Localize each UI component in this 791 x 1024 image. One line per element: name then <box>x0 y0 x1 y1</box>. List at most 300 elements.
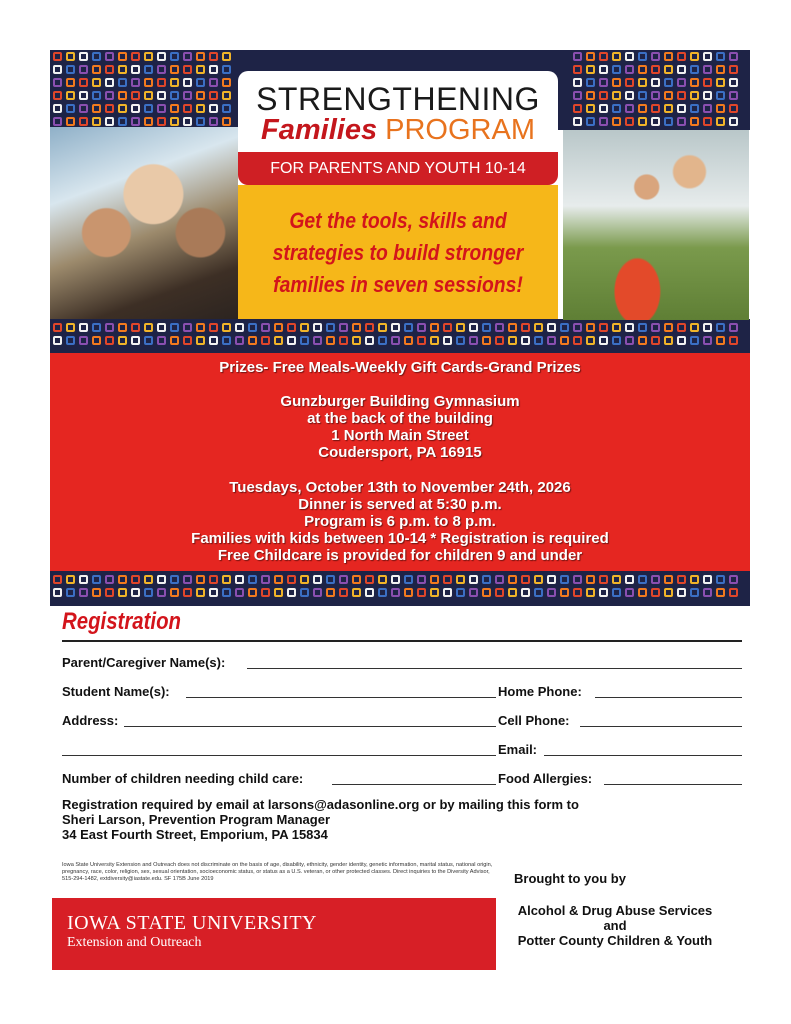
address-field[interactable] <box>124 726 496 727</box>
pattern-square <box>248 575 257 584</box>
pattern-square <box>170 91 179 100</box>
pattern-square <box>53 91 62 100</box>
pattern-square <box>209 575 218 584</box>
registration-heading: Registration <box>62 608 182 635</box>
pattern-square <box>144 65 153 74</box>
pattern-square <box>209 91 218 100</box>
pattern-square <box>79 323 88 332</box>
pattern-square <box>378 323 387 332</box>
pattern-square <box>703 78 712 87</box>
pattern-square <box>222 78 231 87</box>
pattern-square <box>92 336 101 345</box>
pattern-square <box>430 323 439 332</box>
pattern-square <box>677 575 686 584</box>
pattern-square <box>196 91 205 100</box>
pattern-square <box>391 575 400 584</box>
pattern-square <box>157 588 166 597</box>
pattern-square <box>469 336 478 345</box>
pattern-square <box>300 588 309 597</box>
pattern-square <box>651 52 660 61</box>
pattern-square <box>664 65 673 74</box>
family-photo <box>50 127 238 319</box>
pattern-square <box>521 323 530 332</box>
tagline-line: families in seven sessions! <box>273 272 523 297</box>
pattern-square <box>352 588 361 597</box>
pattern-square <box>625 117 634 126</box>
pattern-square <box>729 78 738 87</box>
pattern-square <box>495 336 504 345</box>
pattern-square <box>573 336 582 345</box>
pattern-square <box>664 323 673 332</box>
pattern-square <box>495 575 504 584</box>
pattern-square <box>664 117 673 126</box>
pattern-square <box>183 65 192 74</box>
pattern-square <box>638 117 647 126</box>
pattern-square <box>677 65 686 74</box>
pattern-square <box>495 588 504 597</box>
pattern-square <box>612 52 621 61</box>
pattern-square <box>157 336 166 345</box>
pattern-square <box>391 588 400 597</box>
pattern-square <box>222 336 231 345</box>
pattern-square <box>131 575 140 584</box>
pattern-square <box>209 117 218 126</box>
pattern-square <box>508 575 517 584</box>
pattern-square <box>157 104 166 113</box>
pattern-square <box>664 336 673 345</box>
pattern-square <box>625 336 634 345</box>
pattern-square <box>703 104 712 113</box>
pattern-square <box>170 336 179 345</box>
pattern-square <box>521 588 530 597</box>
food-allergies-field[interactable] <box>604 784 742 785</box>
pattern-square <box>144 336 153 345</box>
pattern-square <box>339 588 348 597</box>
childcare-count-label: Number of children needing child care: <box>62 771 304 786</box>
pattern-square <box>469 575 478 584</box>
pattern-square <box>417 336 426 345</box>
pattern-square <box>469 323 478 332</box>
pattern-square <box>222 575 231 584</box>
pattern-square <box>131 52 140 61</box>
pattern-square <box>352 336 361 345</box>
pattern-square <box>547 336 556 345</box>
pattern-square <box>118 104 127 113</box>
pattern-square <box>690 52 699 61</box>
pattern-square <box>495 323 504 332</box>
pattern-square <box>66 323 75 332</box>
pattern-square <box>391 336 400 345</box>
pattern-square <box>638 104 647 113</box>
pattern-square <box>482 336 491 345</box>
pattern-square <box>651 78 660 87</box>
food-allergies-label: Food Allergies: <box>498 771 593 786</box>
pattern-square <box>53 65 62 74</box>
nondiscrimination-statement: Iowa State University Extension and Outreach does not discriminate on the basis of age, disability, ethnicity, gender identity, genetic information, marital status, national origin, pregnancy, race, color, religion, sex, sexual orientation, socioeconomic status, or status as a U.S. veteran, or other protected classes. Direct inquiries to the Diversity Advisor, 515-294-1482, extdiversity@iastate.edu. SF 175B June 2019 <box>62 862 493 882</box>
pattern-square <box>118 323 127 332</box>
pattern-square <box>599 78 608 87</box>
pattern-square <box>196 52 205 61</box>
pattern-square <box>599 52 608 61</box>
pattern-square <box>391 323 400 332</box>
pattern-square <box>261 575 270 584</box>
pattern-square <box>170 588 179 597</box>
pattern-square <box>183 78 192 87</box>
lawnmower-photo <box>563 130 749 320</box>
pattern-square <box>716 323 725 332</box>
pattern-square <box>287 323 296 332</box>
pattern-square <box>573 78 582 87</box>
pattern-square <box>196 575 205 584</box>
pattern-square <box>196 323 205 332</box>
pattern-square <box>170 323 179 332</box>
pattern-square <box>456 336 465 345</box>
home-phone-field[interactable] <box>595 697 742 698</box>
pattern-square <box>651 323 660 332</box>
pattern-square <box>703 588 712 597</box>
pattern-square <box>365 588 374 597</box>
pattern-square <box>638 78 647 87</box>
pattern-square <box>690 65 699 74</box>
pattern-square <box>365 575 374 584</box>
pattern-square <box>105 588 114 597</box>
pattern-square <box>53 117 62 126</box>
pattern-square <box>92 91 101 100</box>
eligibility-text: Families with kids between 10-14 * Registration is required <box>191 530 609 547</box>
pattern-square <box>222 323 231 332</box>
student-name-field[interactable] <box>186 697 496 698</box>
cell-phone-field[interactable] <box>580 726 742 727</box>
pattern-square <box>92 323 101 332</box>
pattern-square <box>313 575 322 584</box>
email-field[interactable] <box>544 755 742 756</box>
pattern-square <box>677 588 686 597</box>
pattern-square <box>79 588 88 597</box>
pattern-square <box>105 78 114 87</box>
instructions-text: Registration required by email at larsons@adasonline.org or by mailing this form to <box>62 797 579 812</box>
pattern-square <box>118 52 127 61</box>
pattern-square <box>456 588 465 597</box>
pattern-square <box>313 323 322 332</box>
pattern-square <box>573 91 582 100</box>
pattern-square <box>703 336 712 345</box>
pattern-square <box>105 323 114 332</box>
pattern-square <box>92 78 101 87</box>
pattern-square <box>690 91 699 100</box>
pattern-square <box>443 336 452 345</box>
pattern-square <box>53 336 62 345</box>
pattern-square <box>92 117 101 126</box>
pattern-square <box>118 588 127 597</box>
pattern-square <box>170 575 179 584</box>
pattern-square <box>170 52 179 61</box>
pattern-square <box>326 575 335 584</box>
pattern-square <box>677 104 686 113</box>
pattern-square <box>66 91 75 100</box>
pattern-square <box>729 588 738 597</box>
pattern-square <box>79 336 88 345</box>
pattern-square <box>105 52 114 61</box>
pattern-square <box>729 575 738 584</box>
pattern-square <box>690 575 699 584</box>
pattern-square <box>534 323 543 332</box>
pattern-square <box>586 117 595 126</box>
pattern-square <box>144 588 153 597</box>
pattern-square <box>534 588 543 597</box>
pattern-square <box>66 78 75 87</box>
pattern-square <box>690 117 699 126</box>
pattern-square <box>170 65 179 74</box>
pattern-square <box>157 91 166 100</box>
pattern-square <box>586 588 595 597</box>
pattern-square <box>547 588 556 597</box>
pattern-square <box>573 575 582 584</box>
pattern-square <box>222 117 231 126</box>
pattern-square <box>53 575 62 584</box>
pattern-square <box>625 65 634 74</box>
pattern-square <box>521 575 530 584</box>
pattern-square <box>677 52 686 61</box>
pattern-square <box>53 104 62 113</box>
pattern-square <box>209 323 218 332</box>
pattern-square <box>703 323 712 332</box>
pattern-square <box>586 91 595 100</box>
pattern-square <box>144 52 153 61</box>
pattern-square <box>209 104 218 113</box>
pattern-square <box>690 336 699 345</box>
pattern-square <box>716 104 725 113</box>
pattern-square <box>274 575 283 584</box>
pattern-square <box>664 91 673 100</box>
pattern-square <box>66 575 75 584</box>
pattern-square <box>404 588 413 597</box>
parent-name-field[interactable] <box>247 668 742 669</box>
venue-note: at the back of the building <box>307 410 493 427</box>
pattern-square <box>352 323 361 332</box>
pattern-square <box>287 588 296 597</box>
pattern-square <box>677 117 686 126</box>
pattern-square <box>560 336 569 345</box>
pattern-square <box>703 117 712 126</box>
subtitle: FOR PARENTS AND YOUTH 10-14 <box>270 160 526 177</box>
pattern-square <box>443 323 452 332</box>
pattern-square <box>586 575 595 584</box>
pattern-square <box>183 52 192 61</box>
pattern-square <box>144 78 153 87</box>
pattern-square <box>716 575 725 584</box>
pattern-square <box>573 52 582 61</box>
tagline <box>257 205 539 301</box>
pattern-square <box>729 91 738 100</box>
pattern-square <box>599 104 608 113</box>
pattern-square <box>365 336 374 345</box>
pattern-square <box>248 323 257 332</box>
pattern-square <box>131 336 140 345</box>
pattern-square <box>79 117 88 126</box>
pattern-square <box>209 588 218 597</box>
pattern-square <box>729 117 738 126</box>
student-name-label: Student Name(s): <box>62 684 170 699</box>
pattern-square <box>222 588 231 597</box>
pattern-square <box>716 588 725 597</box>
pattern-square <box>209 65 218 74</box>
pattern-square <box>547 575 556 584</box>
pattern-square <box>105 104 114 113</box>
pattern-square <box>183 117 192 126</box>
pattern-square <box>183 336 192 345</box>
pattern-square <box>92 575 101 584</box>
pattern-square <box>157 52 166 61</box>
pattern-square <box>443 575 452 584</box>
pattern-square <box>638 323 647 332</box>
pattern-square <box>417 575 426 584</box>
pattern-square <box>131 65 140 74</box>
pattern-square <box>690 78 699 87</box>
pattern-square <box>92 588 101 597</box>
registration-instructions <box>62 797 579 842</box>
pattern-square <box>131 91 140 100</box>
pattern-square <box>118 575 127 584</box>
pattern-square <box>300 323 309 332</box>
childcare-count-field[interactable] <box>332 784 496 785</box>
subtitle-band <box>238 152 558 185</box>
pattern-square <box>157 575 166 584</box>
pattern-square <box>573 117 582 126</box>
pattern-square <box>339 336 348 345</box>
pattern-square <box>612 575 621 584</box>
pattern-square <box>508 588 517 597</box>
pattern-square <box>326 336 335 345</box>
contact-address: 34 East Fourth Street, Emporium, PA 15834 <box>62 827 328 842</box>
venue-street: 1 North Main Street <box>331 427 469 444</box>
pattern-square <box>599 575 608 584</box>
pattern-square <box>157 65 166 74</box>
pattern-square <box>105 575 114 584</box>
pattern-square <box>573 323 582 332</box>
pattern-square <box>144 117 153 126</box>
home-phone-label: Home Phone: <box>498 684 582 699</box>
registration-divider <box>62 640 742 642</box>
pattern-square <box>118 78 127 87</box>
pattern-square <box>209 52 218 61</box>
pattern-square <box>53 588 62 597</box>
pattern-square <box>612 588 621 597</box>
pattern-square <box>170 104 179 113</box>
pattern-square <box>118 65 127 74</box>
pattern-square <box>157 78 166 87</box>
pattern-square <box>573 104 582 113</box>
pattern-square <box>144 104 153 113</box>
pattern-square <box>729 336 738 345</box>
pattern-square <box>300 336 309 345</box>
contact-name: Sheri Larson, Prevention Program Manager <box>62 812 331 827</box>
pattern-square <box>716 65 725 74</box>
pattern-square <box>638 52 647 61</box>
pattern-square <box>274 323 283 332</box>
pattern-square <box>638 575 647 584</box>
pattern-square <box>209 78 218 87</box>
dinner-time: Dinner is served at 5:30 p.m. <box>298 496 502 513</box>
pattern-square <box>79 104 88 113</box>
pattern-square <box>586 52 595 61</box>
pattern-square <box>716 52 725 61</box>
pattern-square <box>183 575 192 584</box>
pattern-square <box>404 323 413 332</box>
tagline-line: Get the tools, skills and <box>289 208 507 233</box>
pattern-square <box>66 336 75 345</box>
pattern-square <box>417 323 426 332</box>
isu-extension: Extension and Outreach <box>67 935 202 950</box>
pattern-square <box>599 588 608 597</box>
pattern-square <box>248 336 257 345</box>
pattern-square <box>53 52 62 61</box>
sponsor-and: and <box>603 918 627 933</box>
pattern-square <box>456 575 465 584</box>
pattern-square <box>677 78 686 87</box>
pattern-square <box>677 336 686 345</box>
pattern-square <box>144 91 153 100</box>
pattern-square <box>92 104 101 113</box>
pattern-square <box>664 104 673 113</box>
program-dates: Tuesdays, October 13th to November 24th, 2026 <box>229 479 571 496</box>
pattern-square <box>716 78 725 87</box>
pattern-square <box>703 52 712 61</box>
pattern-square <box>625 91 634 100</box>
pattern-square <box>196 117 205 126</box>
pattern-square <box>170 78 179 87</box>
pattern-square <box>105 65 114 74</box>
program-time: Program is 6 p.m. to 8 p.m. <box>304 513 496 530</box>
pattern-square <box>677 323 686 332</box>
parent-name-label: Parent/Caregiver Name(s): <box>62 655 226 670</box>
families-word: Families <box>261 114 378 146</box>
pattern-square <box>326 588 335 597</box>
pattern-square <box>469 588 478 597</box>
program-title-families <box>238 114 558 147</box>
pattern-square <box>235 336 244 345</box>
pattern-square <box>79 91 88 100</box>
pattern-square <box>118 336 127 345</box>
pattern-square <box>144 323 153 332</box>
pattern-square <box>352 575 361 584</box>
pattern-square <box>729 323 738 332</box>
pattern-square <box>378 588 387 597</box>
pattern-square <box>586 336 595 345</box>
pattern-square <box>261 588 270 597</box>
pattern-square <box>300 575 309 584</box>
pattern-square <box>443 588 452 597</box>
pattern-square <box>651 575 660 584</box>
pattern-square <box>430 575 439 584</box>
sponsor-1: Alcohol & Drug Abuse Services <box>517 903 713 918</box>
pattern-square <box>235 588 244 597</box>
pattern-square <box>326 323 335 332</box>
brought-to-you-by: Brought to you by <box>514 871 626 886</box>
pattern-square <box>716 336 725 345</box>
pattern-square <box>66 588 75 597</box>
pattern-square <box>586 104 595 113</box>
pattern-square <box>612 117 621 126</box>
pattern-square <box>313 588 322 597</box>
pattern-square <box>183 91 192 100</box>
pattern-square <box>365 323 374 332</box>
address-field-line2[interactable] <box>62 755 496 756</box>
pattern-square <box>430 588 439 597</box>
pattern-square <box>664 52 673 61</box>
pattern-square <box>183 104 192 113</box>
pattern-square <box>625 78 634 87</box>
pattern-square <box>378 575 387 584</box>
